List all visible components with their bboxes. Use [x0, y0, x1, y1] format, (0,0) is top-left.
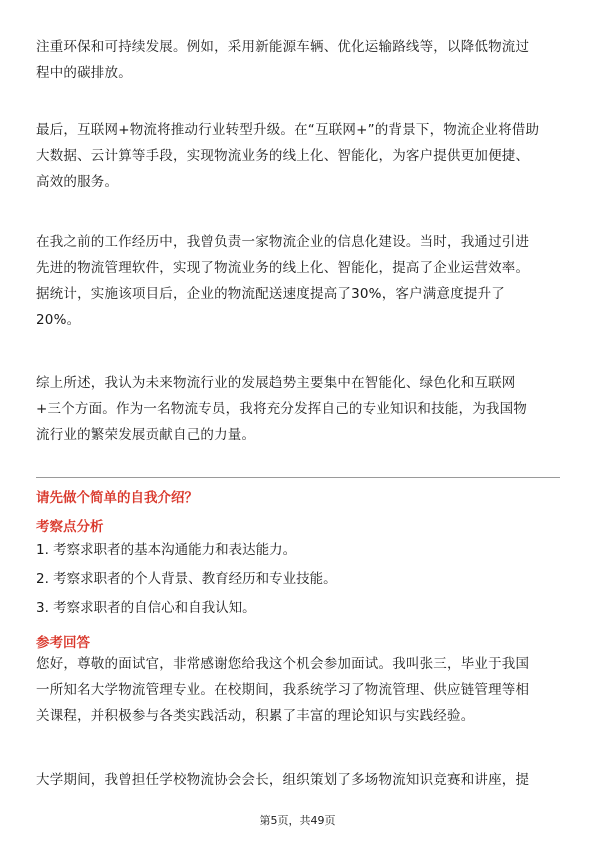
text-line: 大数据、云计算等手段，实现物流业务的线上化、智能化，为客户提供更加便捷、	[36, 148, 530, 164]
answer-paragraph	[36, 651, 562, 729]
paragraph-environment	[36, 34, 562, 86]
section-divider	[36, 477, 560, 478]
paragraph-work-experience	[36, 229, 562, 333]
paragraph-internet-plus	[36, 117, 562, 195]
text-line: 流行业的繁荣发展贡献自己的力量。	[36, 427, 256, 443]
analysis-item: 2. 考察求职者的个人背景、教育经历和专业技能。	[36, 571, 337, 587]
text-line: 在我之前的工作经历中，我曾负责一家物流企业的信息化建设。当时，我通过引进	[36, 234, 530, 250]
text-line: 一所知名大学物流管理专业。在校期间，我系统学习了物流管理、供应链管理等相	[36, 682, 530, 698]
text-line: 综上所述，我认为未来物流行业的发展趋势主要集中在智能化、绿色化和互联网	[36, 375, 516, 391]
text-line: 高效的服务。	[36, 174, 119, 190]
analysis-item: 3. 考察求职者的自信心和自我认知。	[36, 600, 256, 616]
text-line: +三个方面。作为一名物流专员，我将充分发挥自己的专业知识和技能，为我国物	[36, 401, 528, 417]
text-line: 最后，互联网+物流将推动行业转型升级。在“互联网+”的背景下，物流企业将借助	[36, 122, 540, 138]
text-line: 据统计，实施该项目后，企业的物流配送速度提高了30%，客户满意度提升了	[36, 286, 506, 302]
text-line: 大学期间，我曾担任学校物流协会会长，组织策划了多场物流知识竞赛和讲座，提	[36, 772, 530, 788]
question-title: 请先做个简单的自我介绍？	[36, 490, 198, 506]
text-line: 关课程，并积极参与各类实践活动，积累了丰富的理论知识与实践经验。	[36, 708, 475, 724]
answer-heading: 参考回答	[36, 635, 90, 651]
page-number: 第5页，共49页	[259, 814, 336, 827]
text-line: 程中的碳排放。	[36, 65, 132, 81]
text-line: 您好，尊敬的面试官，非常感谢您给我这个机会参加面试。我叫张三，毕业于我国	[36, 656, 530, 672]
text-line: 20%。	[36, 312, 81, 328]
analysis-item: 1. 考察求职者的基本沟通能力和表达能力。	[36, 542, 297, 558]
analysis-heading: 考察点分析	[36, 519, 104, 535]
paragraph-summary	[36, 370, 562, 448]
text-line: 先进的物流管理软件，实现了物流业务的线上化、智能化，提高了企业运营效率。	[36, 260, 530, 276]
answer-paragraph-continued	[36, 767, 562, 793]
text-line: 注重环保和可持续发展。例如，采用新能源车辆、优化运输路线等，以降低物流过	[36, 39, 530, 55]
